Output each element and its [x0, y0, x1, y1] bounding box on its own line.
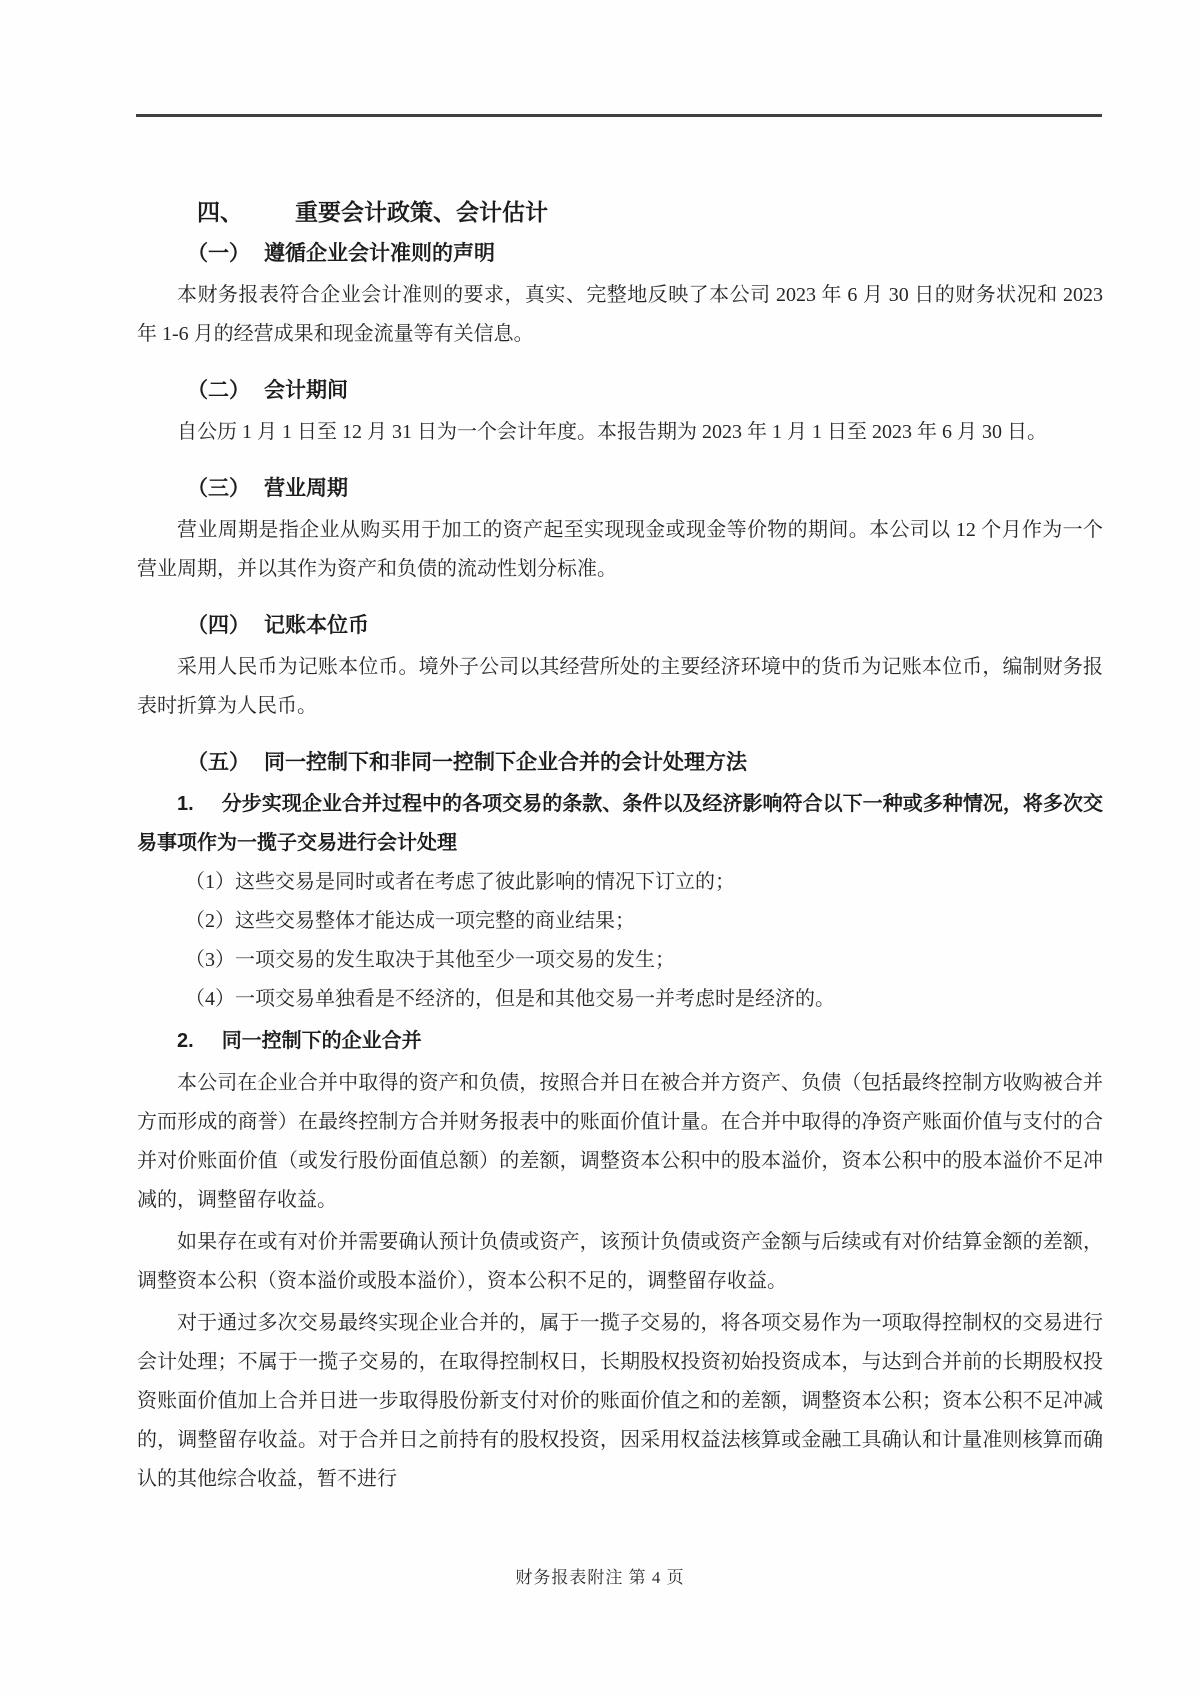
section-heading-text: 重要会计政策、会计估计: [295, 199, 548, 225]
subsection-title: 遵循企业会计准则的声明: [264, 242, 495, 265]
para-common-control-merger-3: 对于通过多次交易最终实现企业合并的，属于一揽子交易的，将各项交易作为一项取得控制权的交易进行会计处理；不属于一揽子交易的，在取得控制权日，长期股权投资初始投资成本，与达到合并前的长期股权投资账面价值加上合并日进一步取得股份新支付对价的账面价值之和的差额，调整资本公积；资本公积不足冲减的，调整留存收益。对于合并日之前持有的股权投资，因采用权益法核算或金融工具确认和计量准则核算而确认的其他综合收益，暂不进行: [137, 1312, 1103, 1490]
clause-list-item-3: （3）一项交易的发生取决于其他至少一项交易的发生；: [185, 949, 675, 971]
para-accounting-period: 自公历 1 月 1 日至 12 月 31 日为一个会计年度。本报告期为 2023 年 1 月 1 日至 2023 年 6 月 30 日。: [177, 421, 1047, 443]
subsection-title: 记账本位币: [264, 614, 369, 637]
section-heading: [137, 193, 1103, 232]
subsection-title: 同一控制下和非同一控制下企业合并的会计处理方法: [264, 751, 747, 774]
section-number: 四、: [197, 199, 243, 225]
subsection-label: （二）: [187, 379, 250, 402]
subsection-heading-2: [137, 371, 1103, 410]
subsection-title: 会计期间: [264, 379, 348, 402]
document-body: [137, 117, 1103, 1499]
clause-number: 2.: [177, 1030, 194, 1052]
para-operating-cycle: 营业周期是指企业从购买用于加工的资产起至实现现金或现金等价物的期间。本公司以 12 个月作为一个营业周期，并以其作为资产和负债的流动性划分标准。: [137, 519, 1103, 580]
clause-list-item-4: （4）一项交易单独看是不经济的，但是和其他交易一并考虑时是经济的。: [185, 988, 835, 1010]
subsection-label: （一）: [187, 242, 250, 265]
subsection-heading-1: [137, 234, 1103, 273]
subsection-heading-3: [137, 469, 1103, 508]
para-common-control-merger-2: 如果存在或有对价并需要确认预计负债或资产，该预计负债或资产金额与后续或有对价结算金额的差额，调整资本公积（资本溢价或股本溢价），资本公积不足的，调整留存收益。: [137, 1231, 1103, 1292]
subsection-label: （四）: [187, 614, 250, 637]
clause-list-item-1: （1）这些交易是同时或者在考虑了彼此影响的情况下订立的；: [185, 871, 735, 893]
subsection-label: （五）: [187, 751, 250, 774]
clause-1-heading: [137, 785, 1103, 863]
para-functional-currency: 采用人民币为记账本位币。境外子公司以其经营所处的主要经济环境中的货币为记账本位币，编制财务报表时折算为人民币。: [137, 656, 1103, 717]
footer-text: 财务报表附注 第 4 页: [515, 1568, 685, 1587]
clause-2-heading: [137, 1022, 1103, 1061]
subsection-heading-4: [137, 606, 1103, 645]
subsection-heading-5: [137, 743, 1103, 782]
clause-list-item-2: （2）这些交易整体才能达成一项完整的商业结果；: [185, 910, 635, 932]
page-footer: [0, 1563, 1200, 1588]
clause-number: 1.: [177, 793, 194, 815]
subsection-title: 营业周期: [264, 477, 348, 500]
para-common-control-merger-1: 本公司在企业合并中取得的资产和负债，按照合并日在被合并方资产、负债（包括最终控制方收购被合并方而形成的商誉）在最终控制方合并财务报表中的账面价值计量。在合并中取得的净资产账面价值与支付的合并对价账面价值（或发行股份面值总额）的差额，调整资本公积中的股本溢价，资本公积中的股本溢价不足冲减的，调整留存收益。: [137, 1072, 1103, 1211]
para-compliance-statement: 本财务报表符合企业会计准则的要求，真实、完整地反映了本公司 2023 年 6 月 30 日的财务状况和 2023 年 1-6 月的经营成果和现金流量等有关信息。: [137, 284, 1103, 345]
subsection-label: （三）: [187, 477, 250, 500]
clause-text: 分步实现企业合并过程中的各项交易的条款、条件以及经济影响符合以下一种或多种情况，将多次交易事项作为一揽子交易进行会计处理: [137, 793, 1103, 854]
clause-text: 同一控制下的企业合并: [221, 1030, 422, 1052]
